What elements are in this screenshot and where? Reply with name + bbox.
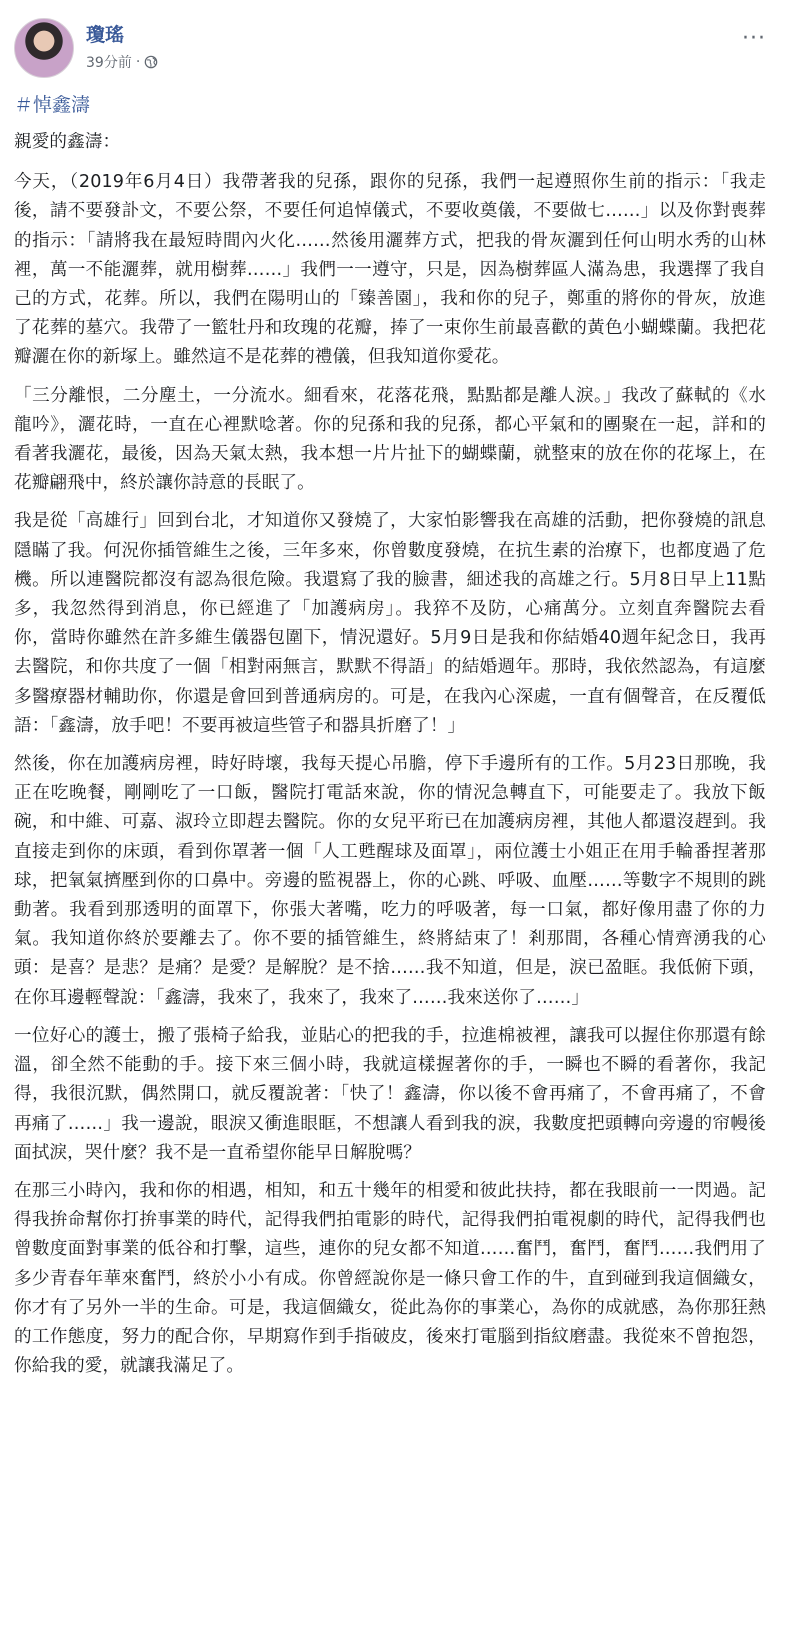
author-avatar[interactable]: [14, 18, 74, 78]
hashtag-link[interactable]: ＃悼鑫濤: [14, 94, 91, 116]
author-name[interactable]: 瓊瑤: [86, 24, 125, 46]
post-header: [14, 16, 772, 80]
post-paragraph-4: 然後，你在加護病房裡，時好時壞，我每天提心吊膽，停下手邊所有的工作。5月23日那晚，我正在吃晚餐，剛剛吃了一口飯，醫院打電話來說，你的情況急轉直下，可能要走了。我放下飯碗，和中維、可嘉、淑玲立即趕去醫院。你的女兒平珩已在加護病房裡，其他人都還沒趕到。我直接走到你的床頭，看到你罩著一個「人工甦醒球及面罩」，兩位護士小姐正在用手輪番捏著那球，把氧氣擠壓到你的口鼻中。旁邊的監視器上，你的心跳、呼吸、血壓……等數字不規則的跳動著。我看到那透明的面罩下，你張大著嘴，吃力的呼吸著，每一口氣，都好像用盡了你的力氣。我知道你終於要離去了。你不要的插管維生，終將結束了！剎那間，各種心情齊湧我的心頭：是喜？是悲？是痛？是愛？是解脫？是不捨……我不知道，但是，淚已盈眶。我低俯下頭，在你耳邊輕聲說：「鑫濤，我來了，我來了，我來了……我來送你了……」: [14, 754, 766, 1008]
post-timestamp[interactable]: 39分前: [86, 55, 132, 71]
post-paragraph-1: 今天，（2019年6月4日）我帶著我的兒孫，跟你的兒孫，我們一起遵照你生前的指示：「我走後，請不要發訃文，不要公祭，不要任何追悼儀式，不要收奠儀，不要做七……」以及你對喪葬的指示：「請將我在最短時間內火化……然後用灑葬方式，把我的骨灰灑到任何山明水秀的山林裡，萬一不能灑葬，就用樹葬……」我們一一遵守，只是，因為樹葬區人滿為患，我選擇了我自己的方式，花葬。所以，我們在陽明山的「臻善園」，我和你的兒子，鄭重的將你的骨灰，放進了花葬的墓穴。我帶了一籃牡丹和玫瑰的花瓣，捧了一束你生前最喜歡的黃色小蝴蝶蘭。我把花瓣灑在你的新塚上。雖然這不是花葬的禮儀，但我知道你愛花。: [14, 172, 766, 368]
post-greeting: 親愛的鑫濤：: [14, 132, 121, 152]
globe-icon: [144, 55, 158, 69]
post-paragraph-2: 「三分離恨，二分塵土，一分流水。細看來，花落花飛，點點都是離人淚。」我改了蘇軾的《水龍吟》，灑花時，一直在心裡默唸著。你的兒孫和我的兒孫，都心平氣和的團聚在一起，詳和的看著我灑花，最後，因為天氣太熱，我本想一片片扯下的蝴蝶蘭，就整束的放在你的花塚上，在花瓣翩飛中，終於讓你詩意的長眠了。: [14, 385, 766, 494]
post-paragraph-6: 在那三小時內，我和你的相遇，相知，和五十幾年的相愛和彼此扶持，都在我眼前一一閃過。記得我拚命幫你打拚事業的時代，記得我們拍電影的時代，記得我們拍電視劇的時代，記得我們也曾數度面對事業的低谷和打擊，這些，連你的兒女都不知道……奮鬥，奮鬥，奮鬥……我們用了多少青春年華來奮鬥，終於小小有成。你曾經說你是一條只會工作的牛，直到碰到我這個織女，你才有了另外一半的生命。可是，我這個織女，從此為你的事業心，為你的成就感，為你那狂熱的工作態度，努力的配合你，早期寫作到手指破皮，後來打電腦到指紋磨盡。我從來不曾抱怨，你給我的愛，就讓我滿足了。: [14, 1180, 766, 1377]
more-horizontal-icon[interactable]: ···: [742, 26, 766, 51]
post-paragraph-3: 我是從「高雄行」回到台北，才知道你又發燒了，大家怕影響我在高雄的活動，把你發燒的訊息隱瞞了我。何況你插管維生之後，三年多來，你曾數度發燒，在抗生素的治療下，也都度過了危機。所以連醫院都沒有認為很危險。我還寫了我的臉書，細述我的高雄之行。5月8日早上11點多，我忽然得到消息，你已經進了「加護病房」。我猝不及防，心痛萬分。立刻直奔醫院去看你，當時你雖然在許多維生儀器包圍下，情況還好。5月9日是我和你結婚40週年紀念日，我再去醫院，和你共度了一個「相對兩無言，默默不得語」的結婚週年。那時，我依然認為，有這麼多醫療器材輔助你，你還是會回到普通病房的。可是，在我內心深處，一直有個聲音，在反覆低語：「鑫濤，放手吧！不要再被這些管子和器具折磨了！」: [14, 511, 766, 736]
post-meta: [86, 52, 158, 72]
meta-separator: ·: [135, 54, 141, 70]
post-content: [14, 90, 766, 1390]
post-paragraph-5: 一位好心的護士，搬了張椅子給我，並貼心的把我的手，拉進棉被裡，讓我可以握住你那還有餘溫，卻全然不能動的手。接下來三個小時，我就這樣握著你的手，一瞬也不瞬的看著你，我記得，我很沉默，偶然開口，就反覆說著：「快了！鑫濤，你以後不會再痛了，不會再痛了，不會再痛了……」我一邊說，眼淚又衝進眼眶，不想讓人看到我的淚，我數度把頭轉向旁邊的帘幔後面拭淚，哭什麼？我不是一直希望你能早日解脫嗎？: [14, 1025, 766, 1163]
